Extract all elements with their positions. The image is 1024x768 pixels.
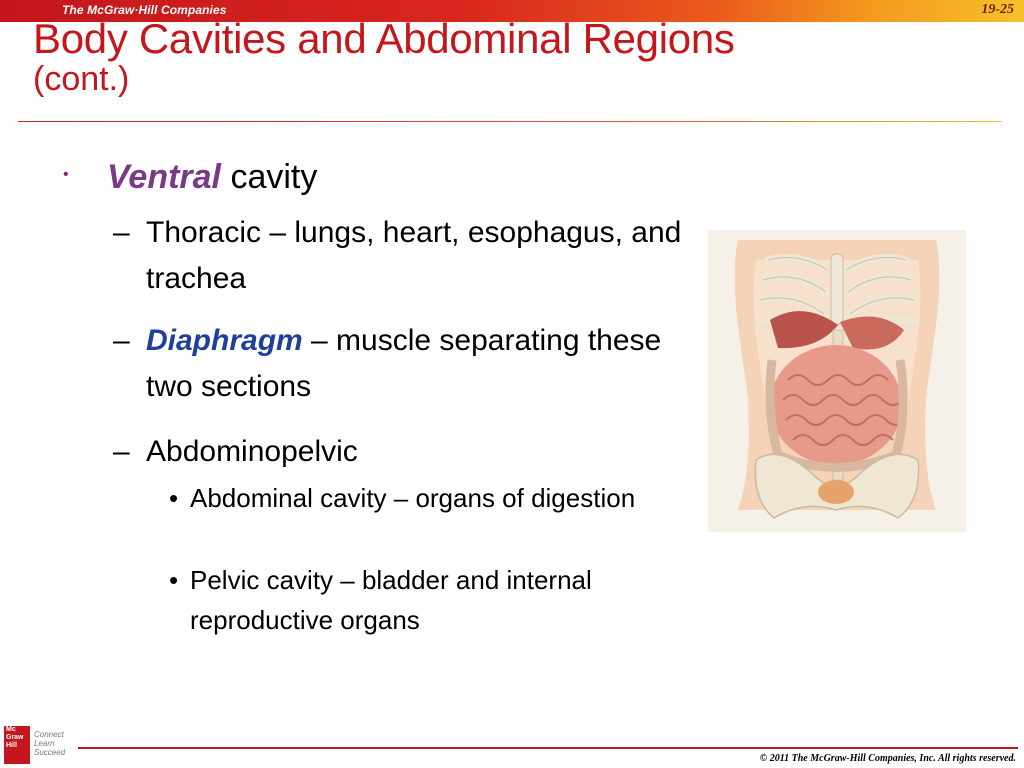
bladder (818, 480, 854, 504)
dash-marker: – (113, 435, 130, 468)
diaphragm-rest: – muscle separating these two sections (146, 324, 662, 403)
small-intestine (770, 345, 902, 465)
bullet-dot: • (169, 565, 179, 595)
slide-title (33, 15, 735, 98)
logo-line: Mc (6, 726, 16, 733)
sternum (831, 254, 843, 324)
brand-name: The McGraw·Hill Companies (62, 3, 227, 17)
slide-number: 19-25 (981, 2, 1014, 17)
anatomy-svg (708, 230, 966, 532)
tagline-succeed: Succeed (34, 748, 66, 757)
diaphragm-term: Diaphragm (146, 324, 303, 357)
mcgraw-hill-logo (4, 726, 30, 764)
bullet-dot: • (63, 166, 69, 183)
thoracic-text: Thoracic – lungs, heart, esophagus, and trachea (146, 216, 682, 295)
logo-line: Graw (6, 734, 24, 741)
pelvic-cavity-text: Pelvic cavity – bladder and internal reproductive organs (190, 565, 592, 635)
slide-title-line1: Body Cavities and Abdominal Regions (33, 15, 735, 62)
footer-divider (78, 747, 1018, 749)
logo-line: Hill (6, 742, 17, 749)
copyright-notice: © 2011 The McGraw-Hill Companies, Inc. All rights reserved. (759, 753, 1016, 764)
ventral-rest: cavity (221, 158, 318, 196)
tagline-learn: Learn (34, 739, 55, 748)
slide-title-line2: (cont.) (33, 60, 130, 98)
abdominal-anatomy-illustration (708, 230, 966, 532)
dash-marker: – (113, 324, 130, 357)
ventral-term: Ventral (107, 158, 222, 196)
diaphragm-text (146, 318, 686, 410)
title-divider (18, 121, 1002, 122)
bullet-ventral-text (107, 158, 317, 197)
abdominopelvic-text: Abdominopelvic (146, 435, 358, 468)
dash-marker: – (113, 216, 130, 249)
abdominal-cavity-text: Abdominal cavity – organs of digestion (190, 483, 636, 513)
tagline-connect: Connect (34, 730, 64, 739)
logo-tagline (34, 730, 65, 757)
bullet-dot: • (169, 483, 179, 513)
